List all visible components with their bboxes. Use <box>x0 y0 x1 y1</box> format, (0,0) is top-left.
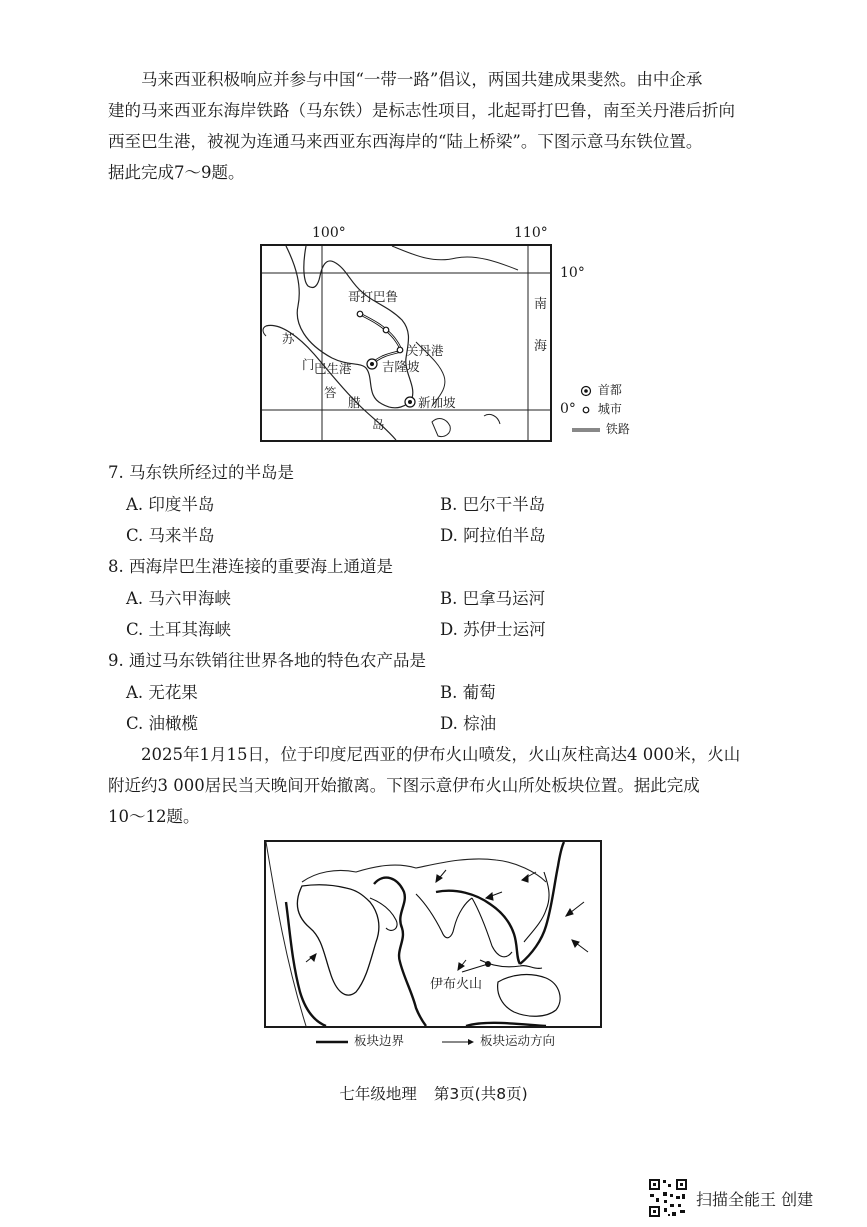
plate-motion-arrow-icon <box>442 1037 476 1047</box>
city-symbol-icon <box>580 404 594 416</box>
legend-plate-motion-label: 板块运动方向 <box>479 1033 555 1048</box>
legend-railway-label: 铁路 <box>605 422 630 436</box>
intro1-line1: 马来西亚积极响应并参与中国“一带一路”倡议，两国共建成果斐然。由中企承 <box>141 70 703 89</box>
intro2-line2: 附近约3 000居民当天晚间开始撤离。下图示意伊布火山所处板块位置。据此完成 <box>108 776 700 795</box>
latitude-10-label: 10° <box>560 265 585 281</box>
legend-capital-label: 首都 <box>597 383 622 397</box>
intro2-line1: 2025年1月15日，位于印度尼西亚的伊布火山喷发，火山灰柱高达4 000米，火山 <box>141 745 741 764</box>
legend-city-label: 城市 <box>597 402 622 416</box>
legend-plate-boundary <box>316 1034 404 1048</box>
label-singapore: 新加坡 <box>418 395 456 410</box>
question-9-option-d: D. 棕油 <box>440 714 497 733</box>
railway-symbol-icon <box>572 425 602 435</box>
capital-symbol-icon <box>580 385 594 397</box>
intro2-line3: 10～12题。 <box>108 807 200 826</box>
latitude-0-label: 0° <box>560 401 576 417</box>
question-7-option-a: A. 印度半岛 <box>126 495 215 514</box>
question-9-stem: 9. 通过马东铁销往世界各地的特色农产品是 <box>108 651 426 670</box>
question-8-option-b: B. 巴拿马运河 <box>440 589 546 608</box>
intro1-line3: 西至巴生港，被视为连通马来西亚东西海岸的“陆上桥梁”。下图示意马东铁位置。 <box>108 132 703 151</box>
label-sumatra-la: 腊 <box>348 395 361 410</box>
legend-city <box>580 402 622 416</box>
scanner-watermark <box>648 1178 813 1218</box>
label-kota-bharu: 哥打巴鲁 <box>348 289 399 304</box>
label-sumatra-dao: 岛 <box>372 417 385 432</box>
page-footer <box>0 1082 867 1104</box>
qr-code-icon <box>648 1178 688 1218</box>
intro1-line2: 建的马来西亚东海岸铁路（马东铁）是标志性项目，北起哥打巴鲁，南至关丹港后折向 <box>108 101 735 120</box>
question-7-option-b: B. 巴尔干半岛 <box>440 495 546 514</box>
question-8-option-c: C. 土耳其海峡 <box>126 620 232 639</box>
map-ecrl-frame <box>260 244 552 442</box>
question-7-option-d: D. 阿拉伯半岛 <box>440 526 546 545</box>
scanner-watermark-text: 扫描全能王 创建 <box>696 1189 814 1209</box>
map-plates-drawing <box>266 842 600 1026</box>
longitude-100-label: 100° <box>312 225 346 241</box>
plate-boundary-symbol-icon <box>316 1037 350 1047</box>
label-sea-nan: 南 <box>534 297 548 312</box>
legend-capital <box>580 383 622 397</box>
label-sumatra-su: 苏 <box>282 331 295 346</box>
label-sea-hai: 海 <box>534 339 548 354</box>
question-9-option-a: A. 无花果 <box>126 683 198 702</box>
legend-plate-motion <box>442 1034 555 1048</box>
longitude-110-label: 110° <box>514 225 548 241</box>
label-ibu-volcano: 伊布火山 <box>430 977 483 992</box>
question-9-option-b: B. 葡萄 <box>440 683 496 702</box>
label-sumatra-men: 门 <box>302 357 315 372</box>
intro-paragraph-2 <box>108 739 798 832</box>
label-sumatra-da: 答 <box>324 385 337 400</box>
footer-page-number: 第3页(共8页) <box>433 1085 528 1103</box>
question-7-option-c: C. 马来半岛 <box>126 526 215 545</box>
intro-paragraph-1 <box>108 64 798 188</box>
legend-railway <box>572 422 630 436</box>
legend-plate-boundary-label: 板块边界 <box>353 1033 404 1048</box>
question-8-option-d: D. 苏伊士运河 <box>440 620 546 639</box>
label-kuala-lumpur: 吉隆坡 <box>382 359 420 374</box>
label-kuantan: 关丹港 <box>406 343 444 358</box>
intro1-line4: 据此完成7～9题。 <box>108 163 245 182</box>
map-plates-frame <box>264 840 602 1028</box>
footer-subject: 七年级地理 <box>339 1085 417 1103</box>
label-port-klang: 巴生港 <box>314 361 352 376</box>
question-8-option-a: A. 马六甲海峡 <box>126 589 231 608</box>
question-8-stem: 8. 西海岸巴生港连接的重要海上通道是 <box>108 557 393 576</box>
question-9-option-c: C. 油橄榄 <box>126 714 199 733</box>
question-7-stem: 7. 马东铁所经过的半岛是 <box>108 463 294 482</box>
